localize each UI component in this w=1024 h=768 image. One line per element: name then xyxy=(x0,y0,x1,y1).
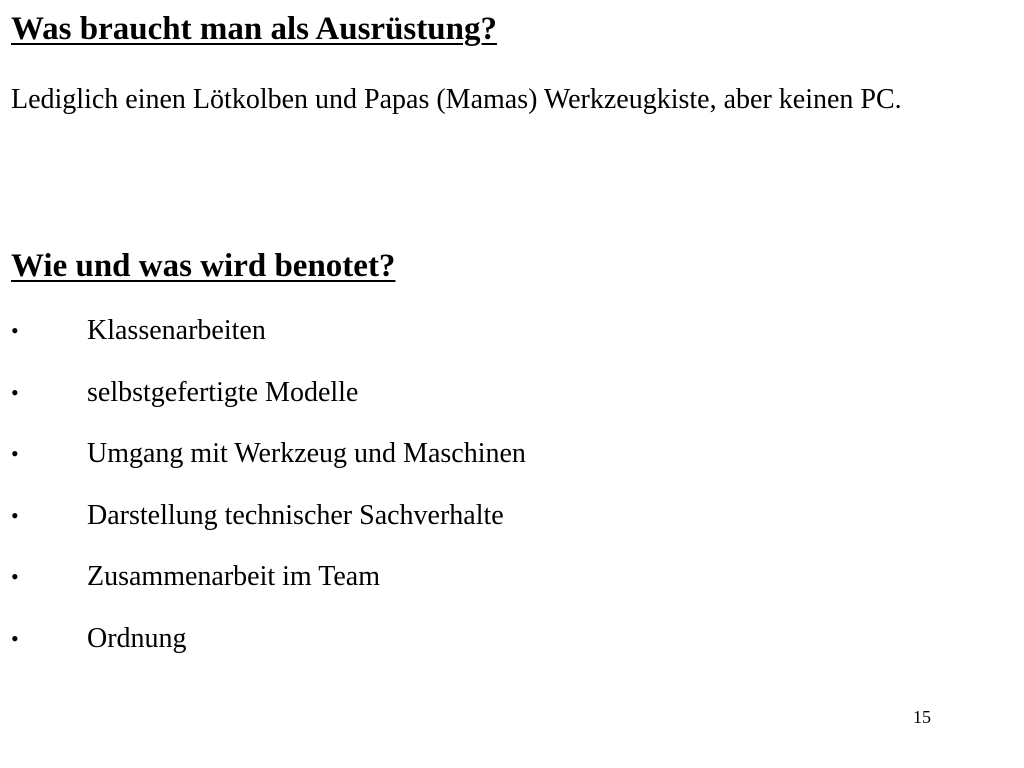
page-number: 15 xyxy=(913,707,931,727)
list-item xyxy=(11,372,526,434)
bullet-icon: • xyxy=(11,564,19,590)
bullet-icon: • xyxy=(11,379,19,405)
grading-criteria-list xyxy=(11,310,526,680)
list-item-label: Zusammenarbeit im Team xyxy=(87,561,380,593)
bullet-icon: • xyxy=(11,318,19,343)
list-item-label: Darstellung technischer Sachverhalte xyxy=(87,499,504,531)
bullet-icon: • xyxy=(11,625,19,651)
equipment-paragraph: Lediglich einen Lötkolben und Papas (Mamas) Werkzeugkiste, aber keinen PC. xyxy=(11,84,902,115)
list-item-label: Klassenarbeiten xyxy=(87,315,266,346)
list-item xyxy=(11,433,526,495)
section-heading-equipment: Was braucht man als Ausrüstung? xyxy=(11,11,497,47)
list-item-label: Umgang mit Werkzeug und Maschinen xyxy=(87,438,526,470)
list-item-label: selbstgefertigte Modelle xyxy=(87,376,359,408)
bullet-icon: • xyxy=(11,502,19,528)
list-item xyxy=(11,495,526,557)
list-item-label: Ordnung xyxy=(87,622,187,654)
list-item xyxy=(11,310,526,372)
bullet-icon: • xyxy=(11,441,19,467)
section-heading-grading: Wie und was wird benotet? xyxy=(11,248,396,284)
list-item xyxy=(11,556,526,618)
list-item xyxy=(11,618,526,680)
